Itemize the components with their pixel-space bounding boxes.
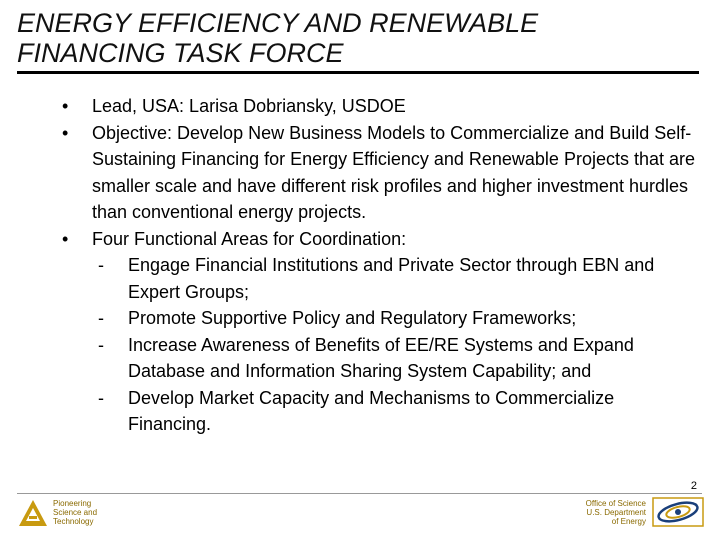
dash-icon: - bbox=[98, 255, 104, 275]
sub-item-text: Engage Financial Institutions and Private Sector through EBN and Expert Groups; bbox=[128, 255, 655, 302]
sub-item-text: Increase Awareness of Benefits of EE/RE Systems and Expand Database and Information Sharing System Capability; and bbox=[128, 334, 634, 381]
bullet-text: Objective: Develop New Business Models to Commercialize and Build Self-Sustaining Financing for Energy Efficiency and Renewable Projects that are smaller scale and have different risk profiles and higher investment hurdles than conventional energy projects. bbox=[92, 122, 696, 222]
bullet-item bbox=[62, 226, 702, 253]
bullet-item bbox=[62, 93, 702, 120]
title-line-2: FINANCING TASK FORCE bbox=[17, 38, 344, 68]
bullet-icon: • bbox=[62, 96, 69, 116]
tagline-line: Science and bbox=[53, 508, 98, 517]
bullet-icon: • bbox=[62, 122, 69, 143]
footer-right-org bbox=[586, 499, 646, 526]
tagline-line: Pioneering bbox=[53, 499, 92, 508]
footer-divider bbox=[17, 493, 702, 494]
title-underline bbox=[17, 71, 699, 74]
dash-icon: - bbox=[98, 387, 104, 408]
page-number: 2 bbox=[690, 480, 697, 492]
bullet-text: Four Functional Areas for Coordination: bbox=[92, 228, 407, 249]
bullet-icon: • bbox=[62, 228, 69, 249]
sub-item bbox=[62, 385, 702, 438]
dash-icon: - bbox=[98, 308, 104, 328]
org-line: U.S. Department bbox=[586, 508, 646, 517]
footer-left-tagline bbox=[53, 499, 97, 526]
sub-item-text: Promote Supportive Policy and Regulatory Frameworks; bbox=[128, 308, 577, 328]
slide-title bbox=[17, 8, 707, 68]
dash-icon: - bbox=[98, 334, 104, 355]
slide-body bbox=[62, 93, 702, 438]
office-of-science-logo-icon bbox=[652, 497, 704, 527]
bullet-item bbox=[62, 120, 702, 226]
sub-item bbox=[62, 252, 702, 305]
org-line: Office of Science bbox=[585, 499, 646, 508]
tagline-line: Technology bbox=[53, 517, 94, 526]
title-line-1: ENERGY EFFICIENCY AND RENEWABLE bbox=[17, 8, 539, 38]
sub-item bbox=[62, 305, 702, 332]
sub-item bbox=[62, 332, 702, 385]
org-line: of Energy bbox=[611, 517, 646, 526]
sub-item-text: Develop Market Capacity and Mechanisms to Commercialize Financing. bbox=[128, 387, 615, 434]
bullet-text: Lead, USA: Larisa Dobriansky, USDOE bbox=[92, 96, 406, 116]
argonne-logo-icon bbox=[18, 499, 48, 527]
